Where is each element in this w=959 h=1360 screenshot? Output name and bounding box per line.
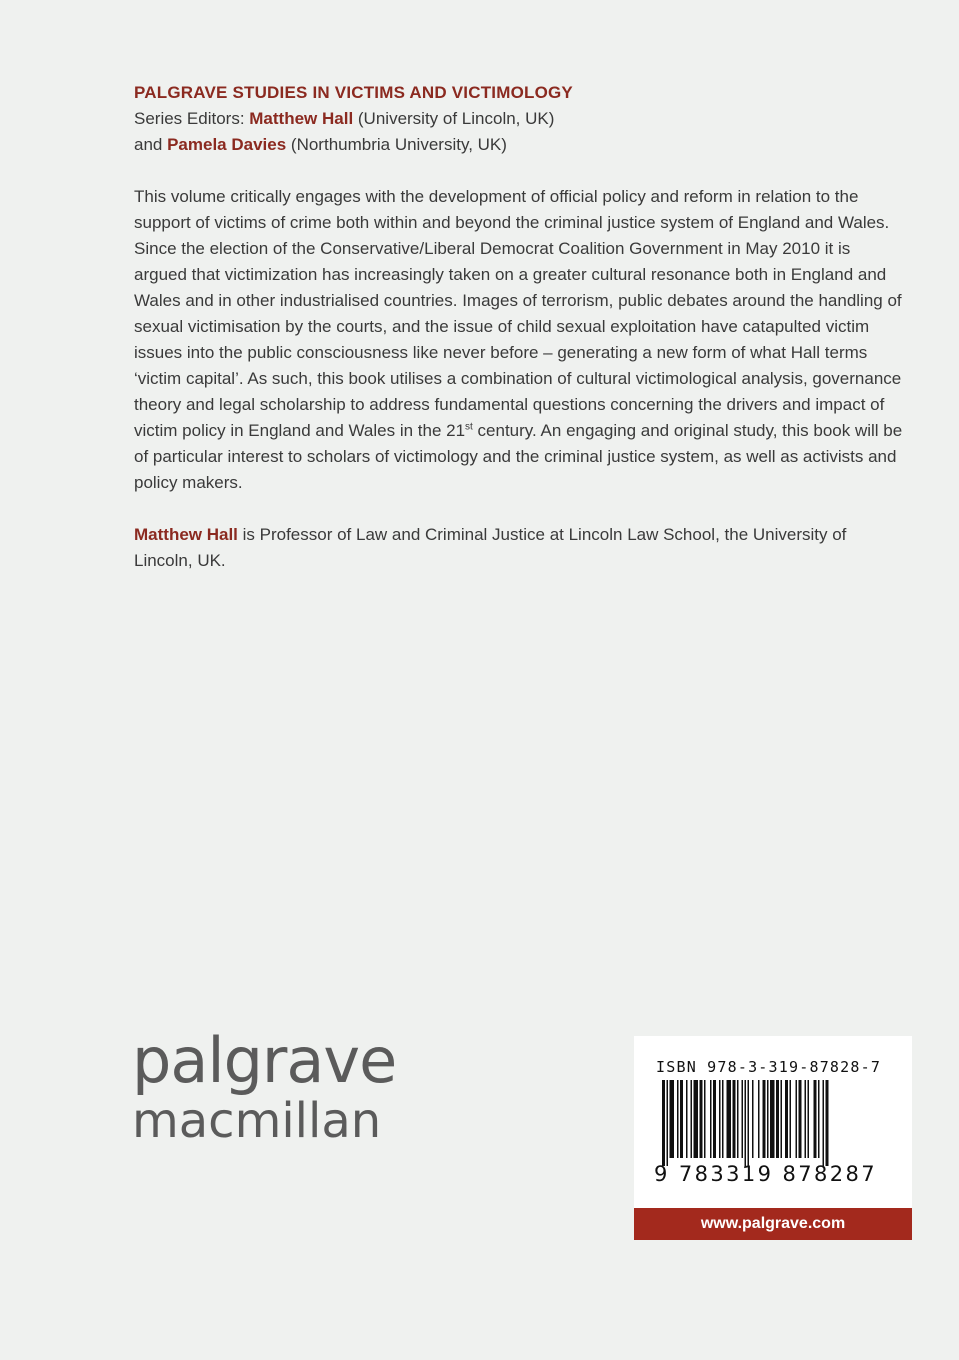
description-part2: century. An engaging and original study, this book will be of particular interest to scholars of victimology and the criminal justice system, as well as activists and policy makers. [134,421,903,492]
barcode-bar [796,1080,798,1158]
barcode-bar [662,1080,665,1166]
barcode-bar [790,1080,792,1158]
series-editors-line1 [134,106,904,132]
editor2-name: Pamela Davies [167,135,287,154]
editor1-name: Matthew Hall [249,109,354,128]
barcode-bar [722,1080,724,1158]
barcode-bar [713,1080,716,1158]
barcode-bar [752,1080,754,1158]
barcode-bar [686,1080,688,1158]
logo-macmillan: macmillan [132,1093,382,1149]
barcode-bar [742,1080,744,1158]
barcode-bar [700,1080,703,1158]
editor1-affiliation: (University of Lincoln, UK) [353,109,555,128]
editors-prefix: Series Editors: [134,109,250,128]
back-cover-text [134,80,904,574]
barcode [654,1080,892,1166]
isbn-barcode-box [634,1036,912,1208]
barcode-bar [776,1080,779,1158]
book-description [134,184,904,496]
ordinal-superscript: st [465,421,473,433]
barcode-bar [667,1080,669,1166]
barcode-bar [745,1080,747,1166]
barcode-bar [733,1080,736,1158]
barcode-digits: 9 783319 878287 [654,1162,878,1186]
author-bio-text: is Professor of Law and Criminal Justice at Lincoln Law School, the University of Lincoln, UK. [134,525,847,570]
barcode-bar [799,1080,802,1158]
barcode-bar [767,1080,769,1158]
author-name: Matthew Hall [134,525,238,544]
barcode-bar [770,1080,775,1158]
barcode-bar [781,1080,783,1158]
series-title: PALGRAVE STUDIES IN VICTIMS AND VICTIMOLOGY [134,83,573,102]
barcode-bar [758,1080,760,1158]
barcode-bar [785,1080,788,1158]
barcode-bar [823,1080,825,1166]
barcode-bar [694,1080,699,1158]
and-word: and [134,135,168,154]
barcode-bar [737,1080,739,1158]
barcode-bar [805,1080,807,1158]
publisher-url[interactable]: www.palgrave.com [634,1208,912,1240]
author-bio [134,522,904,574]
barcode-bar [748,1080,750,1166]
barcode-bar [763,1080,766,1158]
description-part1: This volume critically engages with the development of official policy and reform in relation to the support of victims of crime both within and beyond the criminal justice system of England and Wales. Since the election of the Conservative/Liberal Democrat Coalition Government in May 2010 it is argued that victimization has increasingly taken on a greater cultural resonance both in England and Wales and in other industrialised countries. Images of terrorism, public debates around the handling of sexual victimisation by the courts, and the issue of child sexual exploitation have catapulted victim issues into the public consciousness like never before – generating a new form of what Hall terms ‘victim capital’. As such, this book utilises a combination of cultural victimological analysis, governance theory and legal scholarship to address fundamental questions concerning the drivers and impact of victim policy in England and Wales in the 21 [134,187,902,440]
barcode-bar [704,1080,706,1158]
barcode-bar [719,1080,721,1158]
barcode-bar [808,1080,810,1158]
logo-palgrave: palgrave [132,1024,397,1097]
barcode-bar [826,1080,829,1166]
editor2-affiliation: (Northumbria University, UK) [286,135,507,154]
barcode-bar [680,1080,683,1158]
barcode-bar [691,1080,693,1158]
barcode-bar [818,1080,820,1158]
barcode-bar [670,1080,675,1158]
barcode-bar [677,1080,679,1158]
isbn-label: ISBN 978-3-319-87828-7 [656,1058,882,1076]
publisher-logo [132,1024,397,1149]
barcode-bar [710,1080,712,1158]
series-editors-line2 [134,132,904,158]
barcode-bar [814,1080,817,1158]
barcode-bar [727,1080,732,1158]
